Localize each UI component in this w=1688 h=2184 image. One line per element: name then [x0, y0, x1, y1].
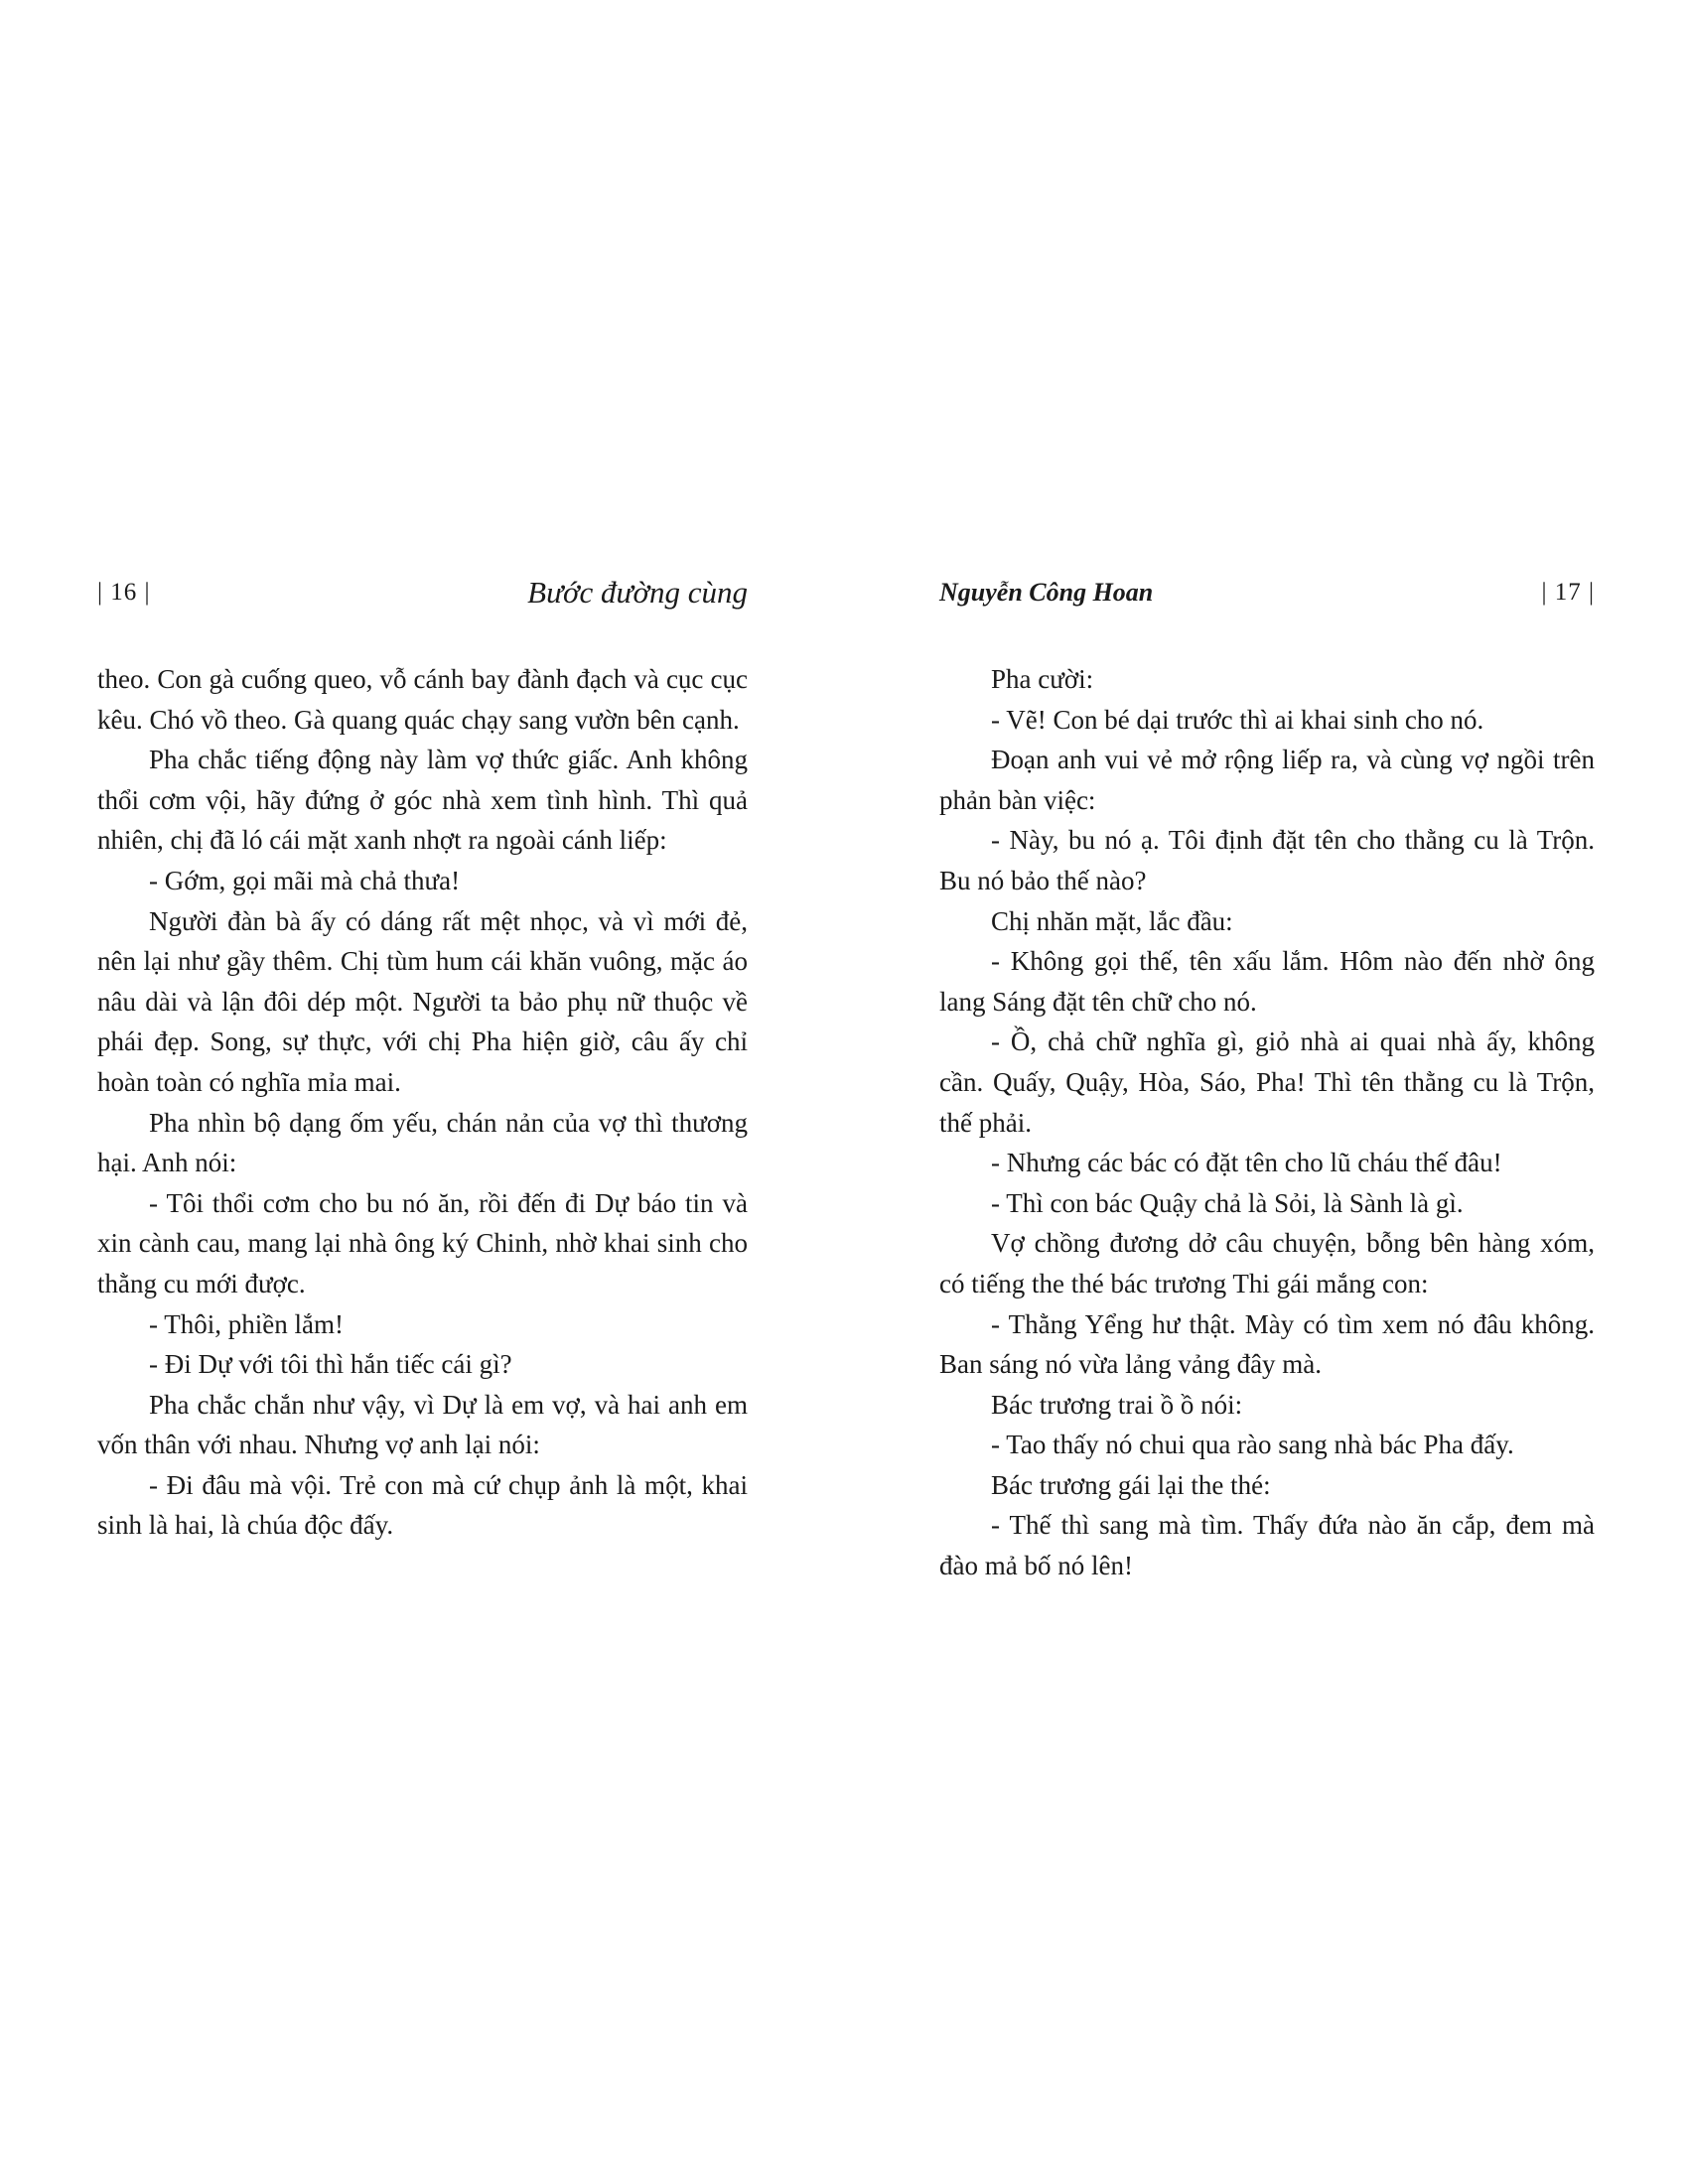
paragraph: - Đi đâu mà vội. Trẻ con mà cứ chụp ảnh là một, khai sinh là hai, là chúa độc đấy. [97, 1469, 748, 1541]
paragraph: Người đàn bà ấy có dáng rất mệt nhọc, và vì mới đẻ, nên lại như gầy thêm. Chị tùm hum cái khăn vuông, mặc áo nâu dài và lận đôi dép một. Người ta bảo phụ nữ thuộc về phái đẹp. Song, sự thực, với chị Pha hiện giờ, câu ấy chỉ hoàn toàn có nghĩa mỉa mai. [97, 905, 748, 1097]
paragraph: - Thằng Yểng hư thật. Mày có tìm xem nó đâu không. Ban sáng nó vừa lảng vảng đây mà. [939, 1308, 1595, 1380]
author-name: Nguyễn Công Hoan [939, 578, 1154, 607]
paragraph: Bác trương gái lại the thé: [991, 1469, 1271, 1500]
paragraph: - Tôi thổi cơm cho bu nó ăn, rồi đến đi Dự báo tin và xin cành cau, mang lại nhà ông ký Chinh, nhờ khai sinh cho thằng cu mới được. [97, 1187, 748, 1298]
paragraph: - Vẽ! Con bé dại trước thì ai khai sinh cho nó. [991, 704, 1484, 735]
paragraph: - Thì con bác Quậy chả là Sỏi, là Sành là gì. [991, 1187, 1464, 1218]
paragraph: Pha nhìn bộ dạng ốm yếu, chán nản của vợ thì thương hại. Anh nói: [97, 1107, 748, 1178]
paragraph: - Này, bu nó ạ. Tôi định đặt tên cho thằng cu là Trộn. Bu nó bảo thế nào? [939, 825, 1595, 895]
paragraph: - Thôi, phiền lắm! [149, 1308, 344, 1339]
paragraph: - Không gọi thế, tên xấu lắm. Hôm nào đến nhờ ông lang Sáng đặt tên chữ cho nó. [939, 946, 1595, 1017]
left-running-head [97, 568, 748, 617]
paragraph: - Gớm, gọi mãi mà chả thưa! [149, 865, 461, 895]
paragraph: - Nhưng các bác có đặt tên cho lũ cháu thế đâu! [991, 1148, 1502, 1178]
paragraph: Bác trương trai ồ ồ nói: [991, 1389, 1243, 1420]
paragraph: Pha chắc tiếng động này làm vợ thức giấc. Anh không thổi cơm vội, hãy đứng ở góc nhà xem tình hình. Thì quả nhiên, chị đã ló cái mặt xanh nhợt ra ngoài cánh liếp: [97, 745, 748, 856]
right-page [844, 0, 1688, 2184]
right-body-text [939, 659, 1595, 1586]
paragraph: - Tao thấy nó chui qua rào sang nhà bác Pha đấy. [991, 1430, 1514, 1460]
left-body-text [97, 659, 748, 1546]
paragraph: Pha chắc chắn như vậy, vì Dự là em vợ, và hai anh em vốn thân với nhau. Nhưng vợ anh lại nói: [97, 1389, 748, 1460]
paragraph: Pha cười: [991, 664, 1094, 694]
paragraph: - Đi Dự với tôi thì hắn tiếc cái gì? [149, 1349, 512, 1380]
book-title: Bước đường cùng [527, 575, 748, 610]
paragraph: Đoạn anh vui vẻ mở rộng liếp ra, và cùng vợ ngồi trên phản bàn việc: [939, 745, 1595, 815]
paragraph: - Thế thì sang mà tìm. Thấy đứa nào ăn cắp, đem mà đào mả bố nó lên! [939, 1510, 1595, 1581]
page-number-right: | 17 | [1541, 579, 1595, 606]
paragraph: theo. Con gà cuống queo, vỗ cánh bay đành đạch và cục cục kêu. Chó vồ theo. Gà quang quác chạy sang vườn bên cạnh. [97, 664, 748, 735]
page-number-left: | 16 | [97, 579, 151, 606]
right-running-head [939, 568, 1595, 617]
paragraph: - Ồ, chả chữ nghĩa gì, giỏ nhà ai quai nhà ấy, không cần. Quấy, Quậy, Hòa, Sáo, Pha! Thì tên thằng cu là Trộn, thế phải. [939, 1026, 1595, 1138]
paragraph: Vợ chồng đương dở câu chuyện, bỗng bên hàng xóm, có tiếng the thé bác trương Thi gái mắng con: [939, 1228, 1595, 1298]
paragraph: Chị nhăn mặt, lắc đầu: [991, 905, 1233, 936]
